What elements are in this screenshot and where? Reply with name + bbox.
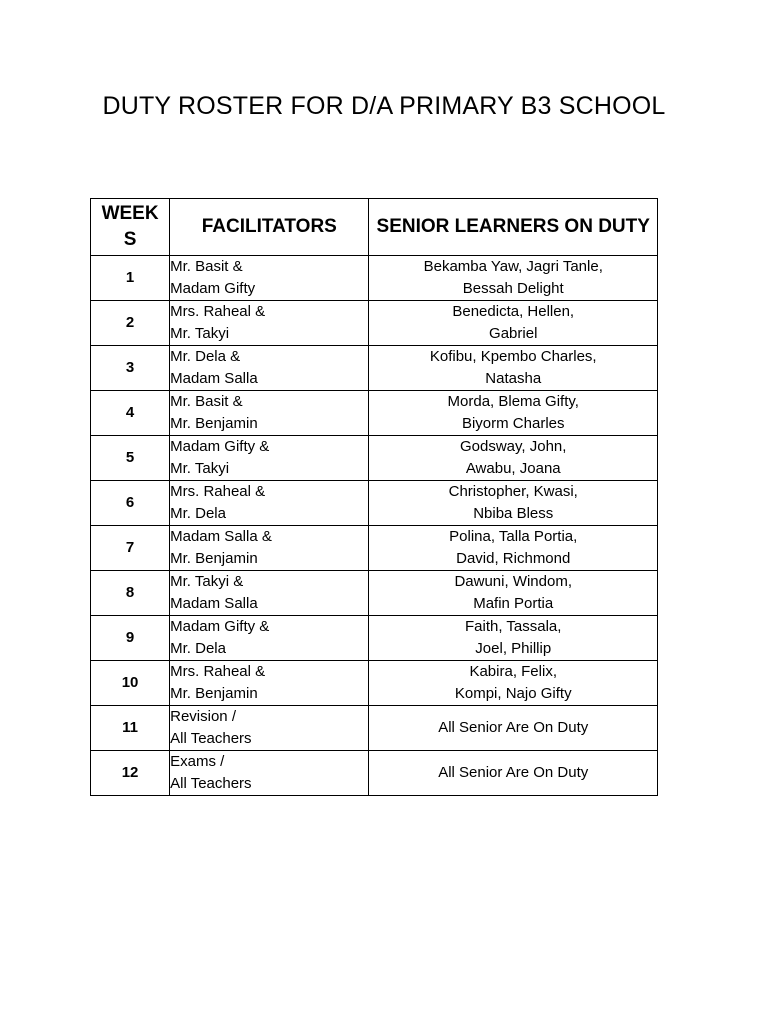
- table-row: [91, 346, 658, 391]
- table-row: [91, 391, 658, 436]
- senior-learners-cell: Godsway, John, Awabu, Joana: [369, 436, 658, 481]
- table-row: [91, 301, 658, 346]
- table-row: [91, 571, 658, 616]
- column-header-weeks: WEEK S: [91, 199, 170, 256]
- facilitators-cell: Mr. Basit & Madam Gifty: [170, 256, 369, 301]
- week-number-cell: 7: [91, 526, 170, 571]
- facilitators-cell: Mr. Basit & Mr. Benjamin: [170, 391, 369, 436]
- facilitators-cell: Mrs. Raheal & Mr. Dela: [170, 481, 369, 526]
- senior-learners-cell: Christopher, Kwasi, Nbiba Bless: [369, 481, 658, 526]
- facilitators-cell: Madam Gifty & Mr. Takyi: [170, 436, 369, 481]
- week-number-cell: 11: [91, 706, 170, 751]
- senior-learners-cell: Dawuni, Windom, Mafin Portia: [369, 571, 658, 616]
- week-number-cell: 3: [91, 346, 170, 391]
- table-row: [91, 526, 658, 571]
- senior-learners-cell: All Senior Are On Duty: [369, 751, 658, 796]
- facilitators-cell: Mrs. Raheal & Mr. Takyi: [170, 301, 369, 346]
- week-number-cell: 1: [91, 256, 170, 301]
- table-row: [91, 256, 658, 301]
- senior-learners-cell: Benedicta, Hellen, Gabriel: [369, 301, 658, 346]
- table-row: [91, 751, 658, 796]
- week-number-cell: 9: [91, 616, 170, 661]
- facilitators-cell: Revision / All Teachers: [170, 706, 369, 751]
- duty-roster-table: [90, 198, 658, 796]
- facilitators-cell: Madam Salla & Mr. Benjamin: [170, 526, 369, 571]
- facilitators-cell: Mrs. Raheal & Mr. Benjamin: [170, 661, 369, 706]
- senior-learners-cell: Faith, Tassala, Joel, Phillip: [369, 616, 658, 661]
- week-number-cell: 10: [91, 661, 170, 706]
- table-row: [91, 481, 658, 526]
- facilitators-cell: Madam Gifty & Mr. Dela: [170, 616, 369, 661]
- week-number-cell: 5: [91, 436, 170, 481]
- table-row: [91, 616, 658, 661]
- senior-learners-cell: Bekamba Yaw, Jagri Tanle, Bessah Delight: [369, 256, 658, 301]
- page-title: DUTY ROSTER FOR D/A PRIMARY B3 SCHOOL: [102, 92, 666, 120]
- senior-learners-cell: All Senior Are On Duty: [369, 706, 658, 751]
- week-number-cell: 6: [91, 481, 170, 526]
- column-header-facilitators: FACILITATORS: [170, 199, 369, 256]
- table-row: [91, 436, 658, 481]
- column-header-senior-learners: SENIOR LEARNERS ON DUTY: [369, 199, 658, 256]
- week-number-cell: 12: [91, 751, 170, 796]
- table-row: [91, 706, 658, 751]
- week-number-cell: 4: [91, 391, 170, 436]
- table-row: [91, 661, 658, 706]
- senior-learners-cell: Kofibu, Kpembo Charles, Natasha: [369, 346, 658, 391]
- week-number-cell: 2: [91, 301, 170, 346]
- table-header-row: [91, 199, 658, 256]
- senior-learners-cell: Kabira, Felix, Kompi, Najo Gifty: [369, 661, 658, 706]
- senior-learners-cell: Polina, Talla Portia, David, Richmond: [369, 526, 658, 571]
- week-number-cell: 8: [91, 571, 170, 616]
- senior-learners-cell: Morda, Blema Gifty, Biyorm Charles: [369, 391, 658, 436]
- facilitators-cell: Mr. Takyi & Madam Salla: [170, 571, 369, 616]
- facilitators-cell: Mr. Dela & Madam Salla: [170, 346, 369, 391]
- facilitators-cell: Exams / All Teachers: [170, 751, 369, 796]
